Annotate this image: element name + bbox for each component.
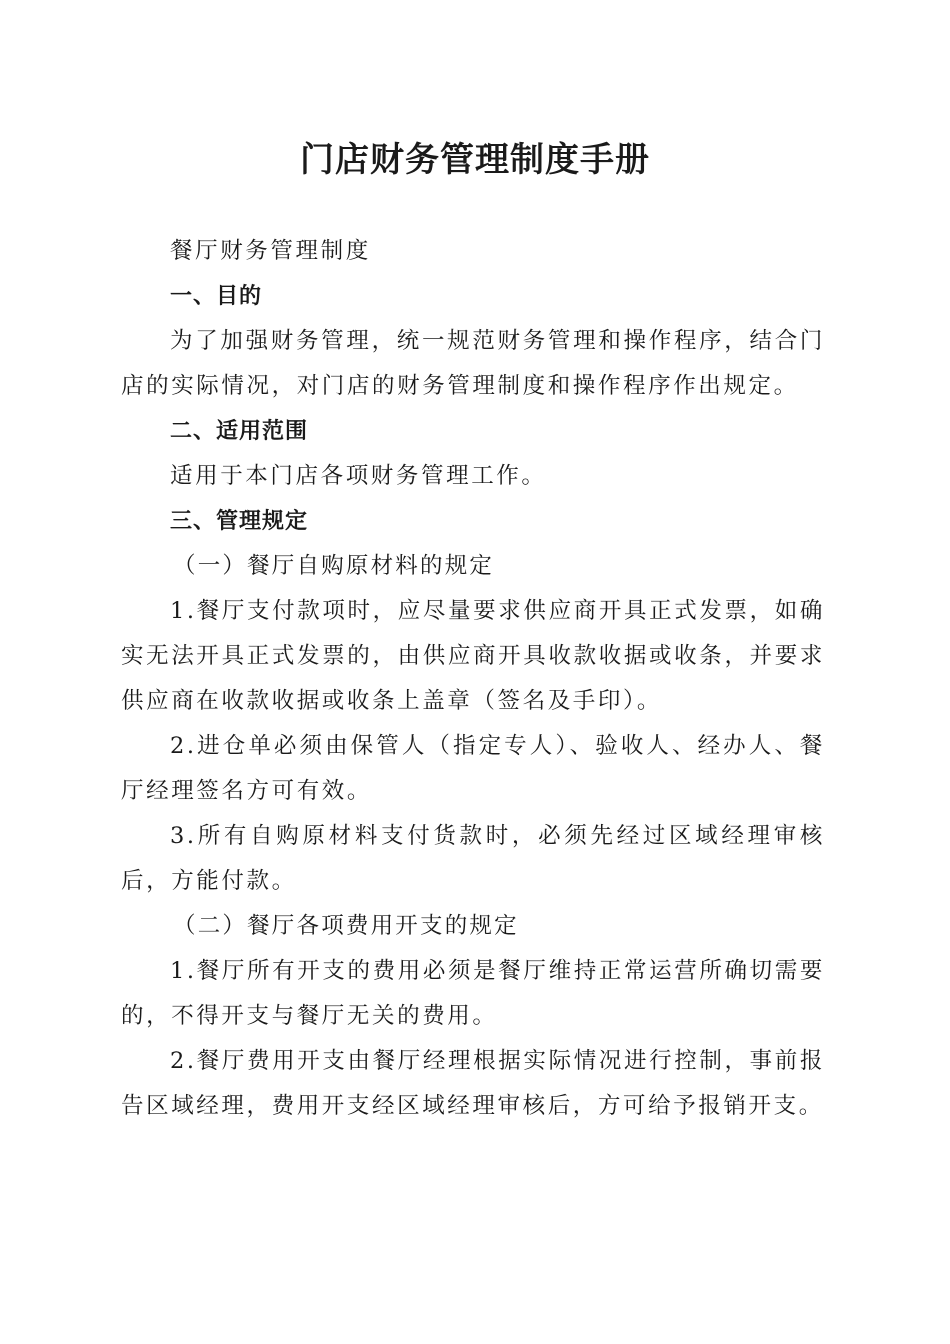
section-heading-rules: 三、管理规定 xyxy=(170,509,309,534)
document-body xyxy=(121,229,825,1129)
body-paragraph: 1.餐厅支付款项时，应尽量要求供应商开具正式发票，如确实无法开具正式发票的，由供应商开具收款收据或收条，并要求供应商在收款收据或收条上盖章（签名及手印）。 xyxy=(121,598,825,714)
subheading-materials: （一）餐厅自购原材料的规定 xyxy=(173,553,495,579)
body-paragraph: 3.所有自购原材料支付货款时，必须先经过区域经理审核后，方能付款。 xyxy=(121,823,825,894)
body-paragraph: 1.餐厅所有开支的费用必须是餐厅维持正常运营所确切需要的，不得开支与餐厅无关的费用。 xyxy=(121,958,825,1029)
body-paragraph: 2.餐厅费用开支由餐厅经理根据实际情况进行控制，事前报告区域经理，费用开支经区域经理审核后，方可给予报销开支。 xyxy=(121,1048,825,1119)
subheading-expenses: （二）餐厅各项费用开支的规定 xyxy=(173,913,519,939)
body-paragraph: 2.进仓单必须由保管人（指定专人）、验收人、经办人、餐厅经理签名方可有效。 xyxy=(121,733,825,804)
section-heading-scope: 二、适用范围 xyxy=(170,419,309,444)
intro-line: 餐厅财务管理制度 xyxy=(170,238,371,264)
body-paragraph: 为了加强财务管理，统一规范财务管理和操作程序，结合门店的实际情况，对门店的财务管理制度和操作程序作出规定。 xyxy=(121,328,825,399)
body-paragraph: 适用于本门店各项财务管理工作。 xyxy=(170,463,547,489)
document-title: 门店财务管理制度手册 xyxy=(300,140,650,180)
section-heading-purpose: 一、目的 xyxy=(170,284,263,309)
